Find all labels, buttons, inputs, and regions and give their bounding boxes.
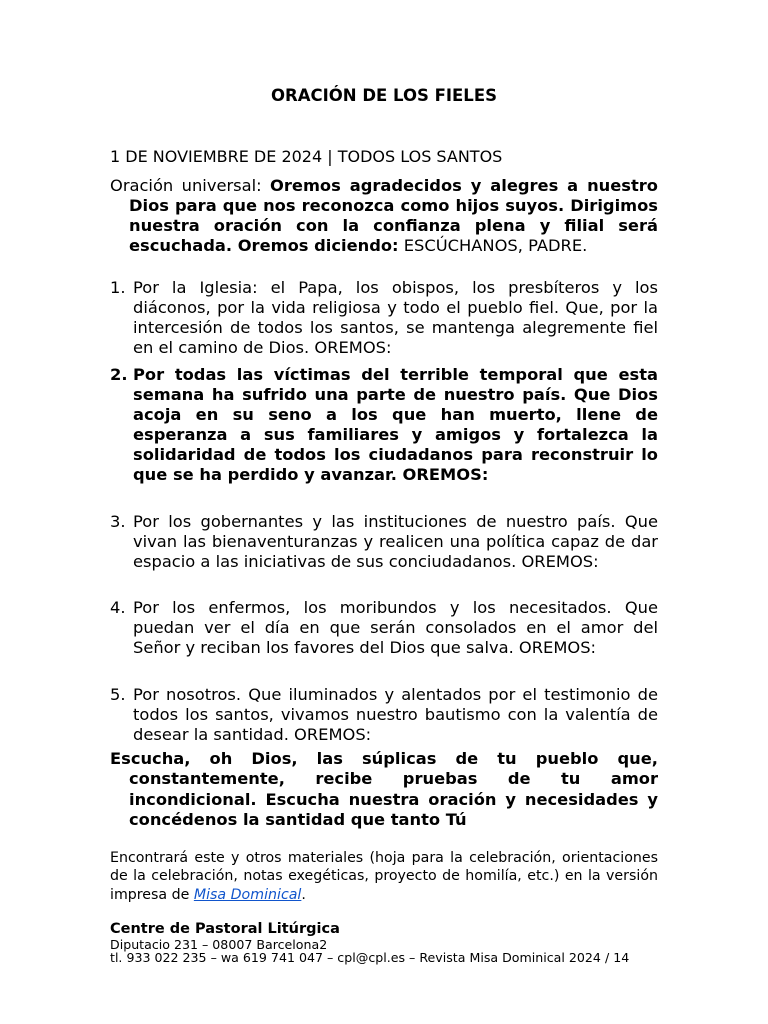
organization-name: Centre de Pastoral Litúrgica xyxy=(110,921,340,937)
intro-paragraph xyxy=(110,176,658,256)
intention-item-1 xyxy=(110,278,658,358)
intention-item-4 xyxy=(110,598,658,658)
materials-note xyxy=(110,849,658,904)
organization-contact: tl. 933 022 235 – wa 619 741 047 – cpl@cpl.es – Revista Misa Dominical 2024 / 14 xyxy=(110,950,630,965)
closing-prayer: Escucha, oh Dios, las súplicas de tu pueblo que, constantemente, recibe pruebas de tu amor incondicional. Escucha nuestra oración y necesidades y concédenos la santidad que tanto Tú xyxy=(110,749,658,829)
intention-text: Por la Iglesia: el Papa, los obispos, los presbíteros y los diáconos, por la vida religiosa y todo el pueblo fiel. Que, por la intercesión de todos los santos, se mantenga alegremente fiel en el camino de Dios. OREMOS: xyxy=(133,278,658,357)
intention-text: Por todas las víctimas del terrible temporal que esta semana ha sufrido una parte de nuestro país. Que Dios acoja en su seno a los que han muerto, llene de esperanza a sus familiares y amigos y fortalezca la solidaridad de todos los ciudadanos para reconstruir lo que se ha perdido y avanzar. OREMOS: xyxy=(133,365,658,484)
intention-text: Por los gobernantes y las instituciones de nuestro país. Que vivan las bienaventuranzas y realicen una política capaz de dar espacio a las iniciativas de sus conciudadanos. OREMOS: xyxy=(133,512,658,571)
document-title: ORACIÓN DE LOS FIELES xyxy=(271,86,497,105)
intention-number: 1. xyxy=(110,278,126,297)
note-end: . xyxy=(301,886,306,903)
intention-number: 2. xyxy=(110,365,128,384)
intention-item-5 xyxy=(110,685,658,745)
intention-number: 5. xyxy=(110,685,126,704)
intention-item-3 xyxy=(110,512,658,572)
intro-bold-text: Oremos agradecidos y alegres a nuestro Dios para que nos reconozca como hijos suyos. Dirigimos nuestra oración con la confianza plena y filial será escuchada. Oremos diciendo: xyxy=(129,176,658,255)
intro-response: ESCÚCHANOS, PADRE. xyxy=(398,236,588,255)
intro-label: Oración universal: xyxy=(110,176,271,195)
intention-number: 3. xyxy=(110,512,126,531)
intention-text: Por nosotros. Que iluminados y alentados por el testimonio de todos los santos, vivamos nuestro bautismo con la valentía de desear la santidad. OREMOS: xyxy=(133,685,658,744)
note-text: Encontrará este y otros materiales (hoja para la celebración, orientaciones de la celebración, notas exegéticas, proyecto de homilía, etc.) en la versión impresa de xyxy=(110,850,658,903)
intention-text: Por los enfermos, los moribundos y los necesitados. Que puedan ver el día en que serán consolados en el amor del Señor y reciban los favores del Dios que salva. OREMOS: xyxy=(133,598,658,657)
intention-number: 4. xyxy=(110,598,126,617)
misa-dominical-link[interactable]: Misa Dominical xyxy=(193,886,302,903)
intention-item-2 xyxy=(110,365,658,485)
date-line: 1 DE NOVIEMBRE DE 2024 | TODOS LOS SANTOS xyxy=(110,147,503,166)
organization-address: Diputacio 231 – 08007 Barcelona2 xyxy=(110,937,328,952)
